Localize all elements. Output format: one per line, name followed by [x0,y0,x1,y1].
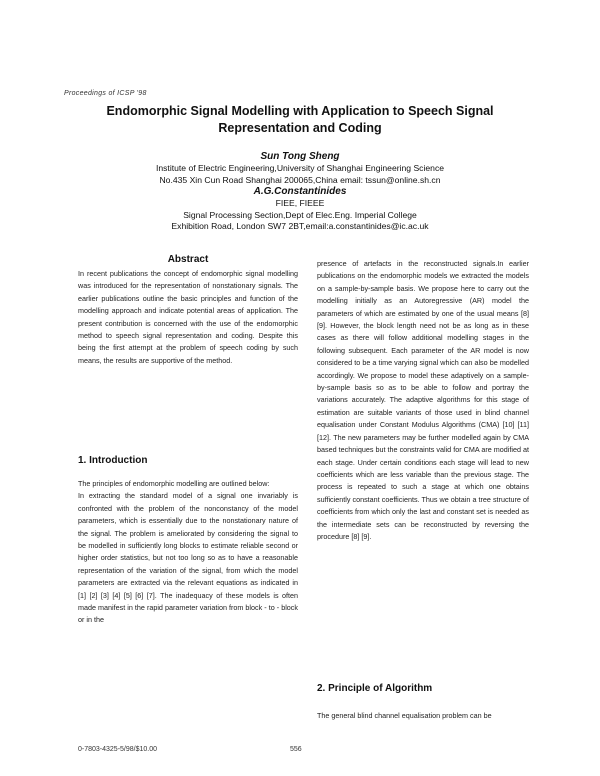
author-2-affiliation [40,198,560,233]
right-paragraph-1: presence of artefacts in the reconstructed signals.In earlier publications on the endomorphic models we extracted the models on a sample-by-sample basis. We propose here to carry out the modelling initially as an Autoregressive (AR) model the parameters of which are estimated by one of the usual means [8] [9]. However, the block length need not be as long as in these cases as there will follow additional modelling stages in the following subsequent. Each parameter of the AR model is now considered to be a time varying signal which can also be modelled accordingly. We propose to model these adaptively on a sample-by-sample basis so as to be able to follow and portray the variations accurately. The adaptive algorithms for this stage of estimation are suitable variants of those used in blind channel equalisation under Constant Modulus Algorithms (CMA) [10] [11] [12]. The new parameters may be further modelled again by CMA based techniques but the constraints valid for CMA are modified at each stage. Under certain conditions each stage will lead to new coefficients which are less variable than the previous stage. The process is repeated to such a stage at which one obtains sufficiently constant coefficients. Thus we obtain a tree structure of coefficients from which only the last and constant set is needed as the intermediate sets can be reconstructed by reversing the procedure [8] [9]. [317,259,529,541]
introduction-body [78,478,298,627]
author-2-name: A.G.Constantinides [253,186,347,197]
paper-title [40,103,560,137]
affiliation-line: FIEE, FIEEE [275,198,325,208]
abstract-text: In recent publications the concept of endomorphic signal modelling was introduced for the representation of nonstationary signals. The earlier publications outline the basic principles and function of the modelling approach and indicate potential areas of application. The present contribution is concerned with the use of the endomorphic method to speech signal representation and coding. Despite this being the first attempt at the problem of speech coding by such means, the results are supportive of the method. [78,269,298,365]
affiliation-line: Exhibition Road, London SW7 2BT,email:a.constantinides@ic.ac.uk [171,221,429,231]
section-2-heading: 2. Principle of Algorithm [317,683,433,694]
introduction-paragraph-2: In extracting the standard model of a signal one invariably is confronted with the problem of the nonconstancy of the model parameters, which is essentially due to the nonstationary nature of the signal. The problem is ameliorated by considering the signal to be modelled in sufficiently long blocks to estimate reliable second or higher order statistics, but not too long so as to have a reasonable representation of the variation of the signal, from which the model parameters are extracted via the relevant equations as indicated in [1] [2] [3] [4] [5] [6] [7]. The inadequacy of these models is often made manifest in the rapid parameter variation from block - to - block or in the [78,491,298,625]
title-line-2: Representation and Coding [218,121,382,135]
affiliation-line: Signal Processing Section,Dept of Elec.Eng. Imperial College [183,209,417,220]
affiliation-line: No.435 Xin Cun Road Shanghai 200065,China email: tssun@online.sh.cn [159,174,441,185]
right-column-body [317,258,529,543]
abstract-body [78,268,298,367]
section-2-body [317,710,529,722]
introduction-paragraph-1: The principles of endomorphic modelling are outlined below: [78,479,270,488]
section-2-paragraph: The general blind channel equalisation problem can be [317,711,492,720]
footer-isbn: 0-7803-4325-5/98/$10.00 [78,746,158,753]
abstract-heading: Abstract [167,254,209,265]
footer-page-number: 556 [290,746,302,753]
author-1-name: Sun Tong Sheng [260,151,340,162]
introduction-heading: 1. Introduction [78,455,148,466]
author-1-affiliation [40,163,560,186]
title-line-1: Endomorphic Signal Modelling with Application to Speech Signal [106,104,494,118]
affiliation-line: Institute of Electric Engineering,University of Shanghai Engineering Science [155,163,445,173]
proceedings-header: Proceedings of ICSP '98 [64,90,147,97]
